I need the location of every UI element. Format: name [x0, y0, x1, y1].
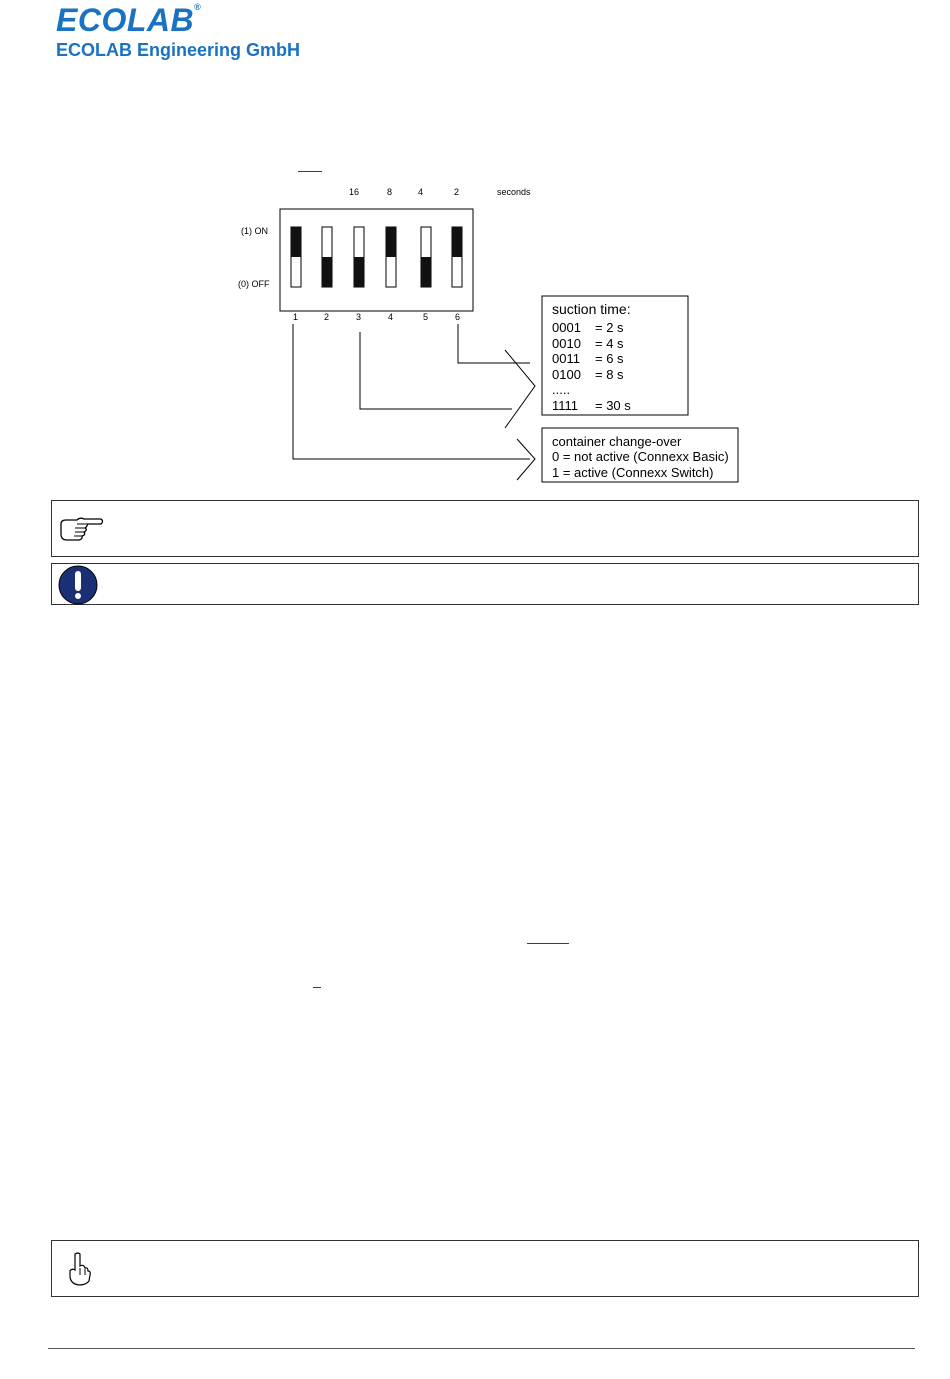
weight-label-16: 16	[349, 187, 360, 197]
suction-row	[552, 320, 581, 336]
connector-switch-1	[293, 324, 530, 459]
switch-number: 6	[455, 312, 461, 322]
weight-label-4: 4	[418, 187, 424, 197]
footer-rule	[48, 1348, 915, 1349]
suction-value: = 30 s	[595, 398, 631, 413]
hint-note-box	[51, 1240, 919, 1297]
link-underline[interactable]	[527, 943, 569, 944]
switch-number: 1	[293, 312, 299, 322]
dip-switch-housing	[280, 209, 473, 311]
on-label: (1) ON	[241, 226, 268, 236]
changeover-title: container change-over	[552, 434, 682, 449]
connector-switch-3	[360, 332, 512, 409]
switch-number: 4	[388, 312, 394, 322]
dip-switch-knob-1	[291, 227, 301, 257]
suction-code: 0100	[552, 367, 581, 382]
changeover-line-2: 1 = active (Connexx Switch)	[552, 465, 714, 480]
suction-value: = 8 s	[595, 367, 624, 382]
tip-note-box	[51, 500, 919, 557]
suction-title: suction time:	[552, 301, 631, 317]
warning-note-box	[51, 563, 919, 605]
dip-switch-knob-2	[322, 257, 332, 287]
suction-value: = 2 s	[595, 320, 624, 335]
suction-ellipsis: .....	[552, 382, 571, 397]
dip-switch-knob-6	[452, 227, 462, 257]
registered-mark: ®	[194, 2, 202, 12]
suction-code: 0001	[552, 320, 581, 335]
suction-value: = 4 s	[595, 336, 624, 351]
switch-number: 3	[356, 312, 362, 322]
switch-number: 2	[324, 312, 330, 322]
weight-label-8: 8	[387, 187, 393, 197]
exclamation-icon	[57, 564, 99, 606]
link-underline[interactable]	[313, 987, 321, 988]
suction-code: 0011	[552, 351, 580, 366]
changeover-line-1: 0 = not active (Connexx Basic)	[552, 449, 729, 464]
bracket-arrow-suction	[505, 350, 535, 428]
logo-text: ECOLAB	[56, 2, 195, 38]
suction-code: 1111	[552, 398, 579, 413]
suction-value: = 6 s	[595, 351, 624, 366]
company-name: ECOLAB Engineering GmbH	[56, 40, 301, 60]
divider	[106, 556, 107, 557]
unit-label: seconds	[497, 187, 531, 197]
pointing-hand-icon	[57, 516, 105, 544]
dip-switch-knob-4	[386, 227, 396, 257]
dip-switch-knob-3	[354, 257, 364, 287]
switch-number: 5	[423, 312, 429, 322]
off-label: (0) OFF	[238, 279, 270, 289]
suction-code: 0010	[552, 336, 581, 351]
connector-switch-6	[458, 324, 530, 363]
raised-finger-icon	[66, 1251, 92, 1287]
weight-label-2: 2	[454, 187, 460, 197]
dip-switch-knob-5	[421, 257, 431, 287]
